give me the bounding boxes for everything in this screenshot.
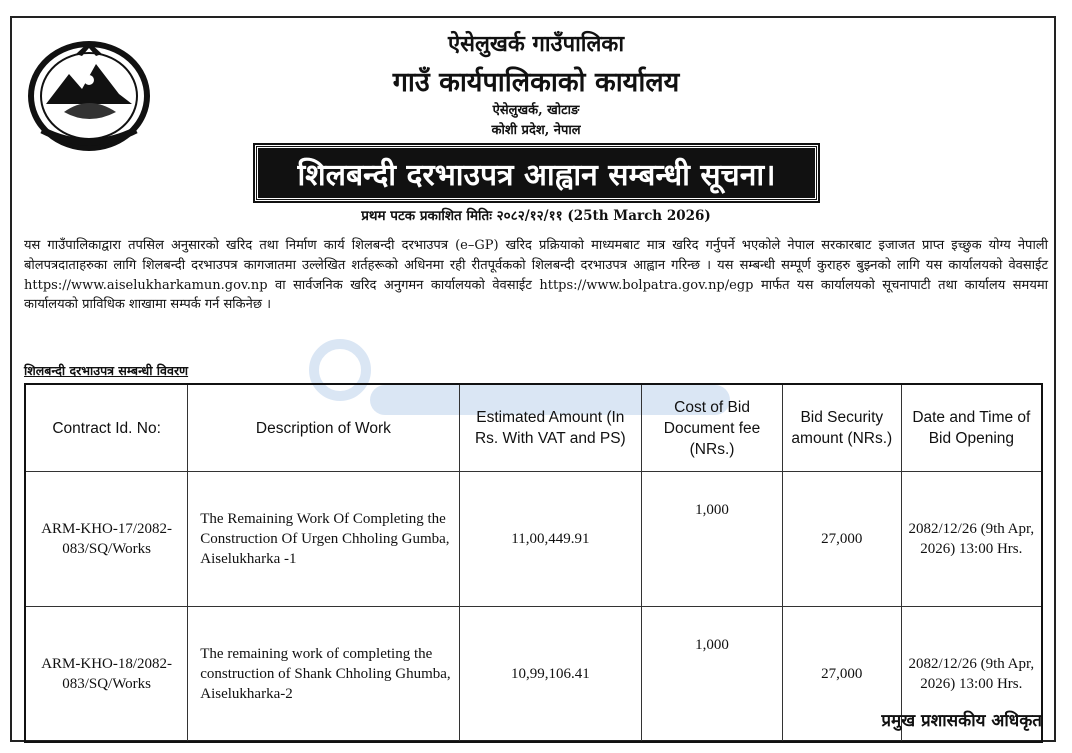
bid-opening-cell: 2082/12/26 (9th Apr, 2026) 13:00 Hrs. [901,472,1042,607]
header-contract-id: Contract Id. No: [25,384,188,472]
estimated-amount-cell: 11,00,449.91 [459,472,642,607]
address-line-1: ऐसेलुखर्क, खोटाङ [492,103,580,118]
document-fee-cell: 1,000 [642,607,783,743]
header-bid-security: Bid Security amount (NRs.) [782,384,901,472]
bid-security-cell: 27,000 [782,607,901,743]
estimated-amount-cell: 10,99,106.41 [459,607,642,743]
header-estimated-amount: Estimated Amount (In Rs. With VAT and PS) [459,384,642,472]
bid-details-table [24,383,1043,743]
bid-opening-cell: 2082/12/26 (9th Apr, 2026) 13:00 Hrs. [901,607,1042,743]
header-description: Description of Work [188,384,459,472]
contract-id-cell: ARM-KHO-18/2082-083/SQ/Works [25,607,188,743]
description-cell: The Remaining Work Of Completing the Construction Of Urgen Chholing Gumba, Aiselukharka -1 [188,472,459,607]
description-cell: The remaining work of completing the construction of Shank Chholing Ghumba, Aiselukharka-2 [188,607,459,743]
published-date: प्रथम पटक प्रकाशित मितिः २०८२/१२/११ (25th March 2026) [361,208,711,224]
table-header-row [25,384,1042,472]
header-document-fee: Cost of Bid Document fee (NRs.) [642,384,783,472]
bid-security-cell: 27,000 [782,472,901,607]
municipality-name: ऐसेलुखर्क गाउँपालिका [447,31,625,57]
header-bid-opening: Date and Time of Bid Opening [901,384,1042,472]
notice-title-banner: शिलबन्दी दरभाउपत्र आह्वान सम्बन्धी सूचना। [255,145,818,201]
document-fee-cell: 1,000 [642,472,783,607]
office-name: गाउँ कार्यपालिकाको कार्यालय [392,67,680,98]
address-line-2: कोशी प्रदेश, नेपाल [491,123,581,138]
table-row [25,472,1042,607]
section-title: शिलबन्दी दरभाउपत्र सम्बन्धी विवरण [24,363,189,378]
contract-id-cell: ARM-KHO-17/2082-083/SQ/Works [25,472,188,607]
notice-body: यस गाउँपालिकाद्वारा तपसिल अनुसारको खरिद तथा निर्माण कार्य शिलबन्दी दरभाउपत्र (e–GP) खरिद प्रक्रियाको माध्यमबाट मात्र खरिद गर्नुपर्ने भएकोले नेपाल सरकारबाट इजाजत प्राप्त इच्छुक योग्य नेपाली बोलपत्रदाताहरुका लागि शिलबन्दी दरभाउपत्र कागजातमा उल्लेखित शर्तहरूको अधिनमा रही रीतपूर्वकको शिलबन्दी दरभाउपत्र आह्वान गरिन्छ । यस सम्बन्धी सम्पूर्ण कुराहरु बुझ्नको लागि यस कार्यालयको वेवसाईट https://www.aiselukharkamun.gov.np वा सार्वजनिक खरिद अनुगमन कार्यालयको वेवसाईट https://www.bolpatra.gov.np/egp मार्फत यस कार्यालयको सूचनापाटी तथा कार्यालय समयमा कार्यालयको प्राविधिक शाखामा सम्पर्क गर्न सकिनेछ । [24,238,1048,313]
signatory-title: प्रमुख प्रशासकीय अधिकृत [881,711,1042,731]
